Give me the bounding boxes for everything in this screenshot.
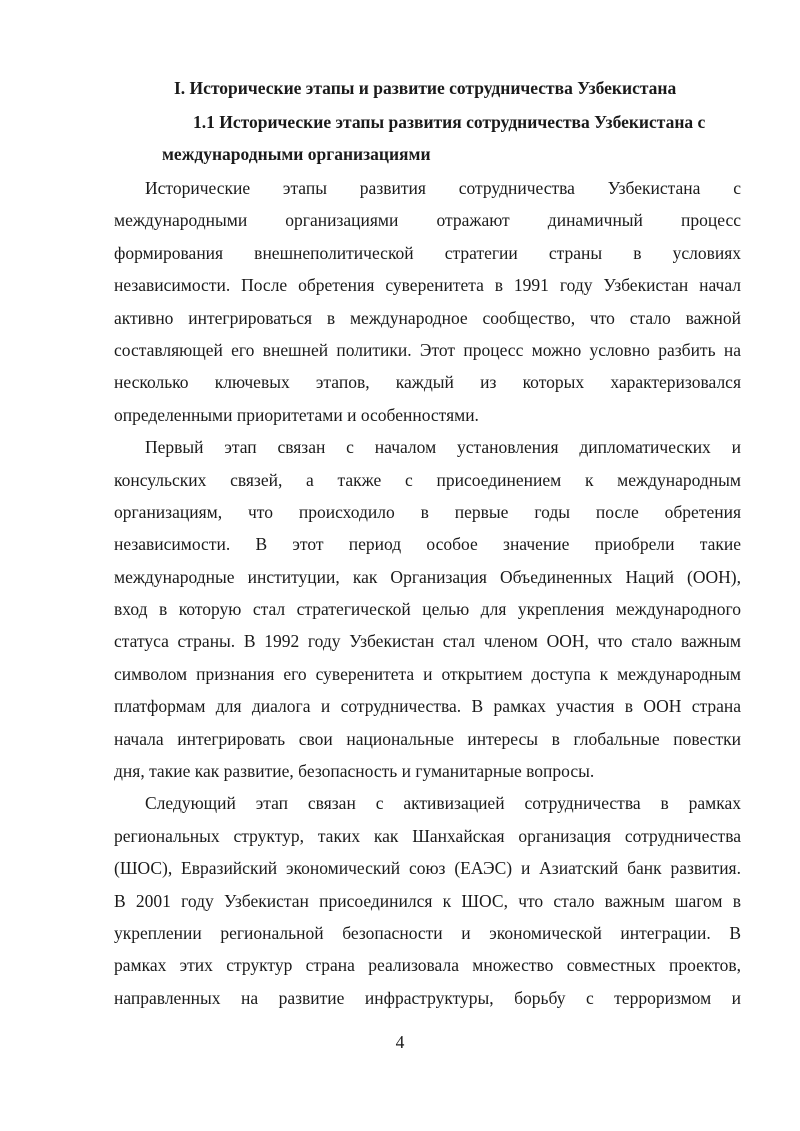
text-line: Следующий этап связан с активизацией сотрудничества в рамках — [145, 793, 741, 814]
text-line: определенными приоритетами и особенностями. — [114, 404, 479, 425]
text-line: региональных структур, таких как Шанхайская организация сотрудничества — [114, 825, 741, 846]
paragraph-1 — [114, 172, 741, 431]
text-line: символом признания его суверенитета и открытием доступа к международным — [114, 663, 741, 684]
text-line: независимости. В этот период особое значение приобрели такие — [114, 534, 741, 555]
text-line: формирования внешнеполитической стратегии страны в условиях — [114, 242, 741, 263]
text-line: международными организациями отражают динамичный процесс — [114, 210, 741, 231]
text-line: составляющей его внешней политики. Этот процесс можно условно разбить на — [114, 339, 741, 360]
text-line: консульских связей, а также с присоединением к международным — [114, 469, 741, 490]
paragraph-3 — [114, 787, 741, 1014]
text-line: Исторические этапы развития сотрудничества Узбекистана с — [145, 178, 741, 198]
text-line: организациям, что происходило в первые годы после обретения — [114, 501, 741, 522]
paragraph-2 — [114, 431, 741, 787]
subsection-title-line-2: международными организациями — [162, 144, 431, 164]
text-line: рамках этих структур страна реализовала множество совместных проектов, — [114, 955, 741, 976]
text-line: направленных на развитие инфраструктуры, борьбу с терроризмом и — [114, 987, 741, 1008]
text-line: укреплении региональной безопасности и экономической интеграции. В — [114, 922, 741, 943]
text-line: независимости. После обретения суверенитета в 1991 году Узбекистан начал — [114, 275, 741, 296]
text-line: дня, такие как развитие, безопасность и гуманитарные вопросы. — [114, 761, 595, 782]
text-line: статуса страны. В 1992 году Узбекистан стал членом ООН, что стало важным — [114, 631, 741, 652]
text-line: начала интегрировать свои национальные интересы в глобальные повестки — [114, 728, 741, 749]
text-line: В 2001 году Узбекистан присоединился к ШОС, что стало важным шагом в — [114, 890, 741, 911]
text-line: (ШОС), Евразийский экономический союз (ЕАЭС) и Азиатский банк развития. — [114, 858, 741, 879]
text-line: несколько ключевых этапов, каждый из которых характеризовался — [114, 372, 741, 393]
section-title: I. Исторические этапы и развитие сотрудничества Узбекистана — [174, 78, 677, 98]
text-line: активно интегрироваться в международное сообщество, что стало важной — [114, 307, 741, 328]
page-number: 4 — [395, 1032, 405, 1052]
text-line: международные институции, как Организация Объединенных Наций (ООН), — [114, 566, 741, 587]
text-line: Первый этап связан с началом установления дипломатических и — [145, 437, 741, 458]
text-line: вход в которую стал стратегической целью для укрепления международного — [114, 599, 741, 620]
body-text — [114, 172, 741, 1014]
subsection-title-line-1: 1.1 Исторические этапы развития сотрудничества Узбекистана с — [193, 112, 706, 132]
text-line: платформам для диалога и сотрудничества. В рамках участия в ООН страна — [114, 696, 741, 717]
